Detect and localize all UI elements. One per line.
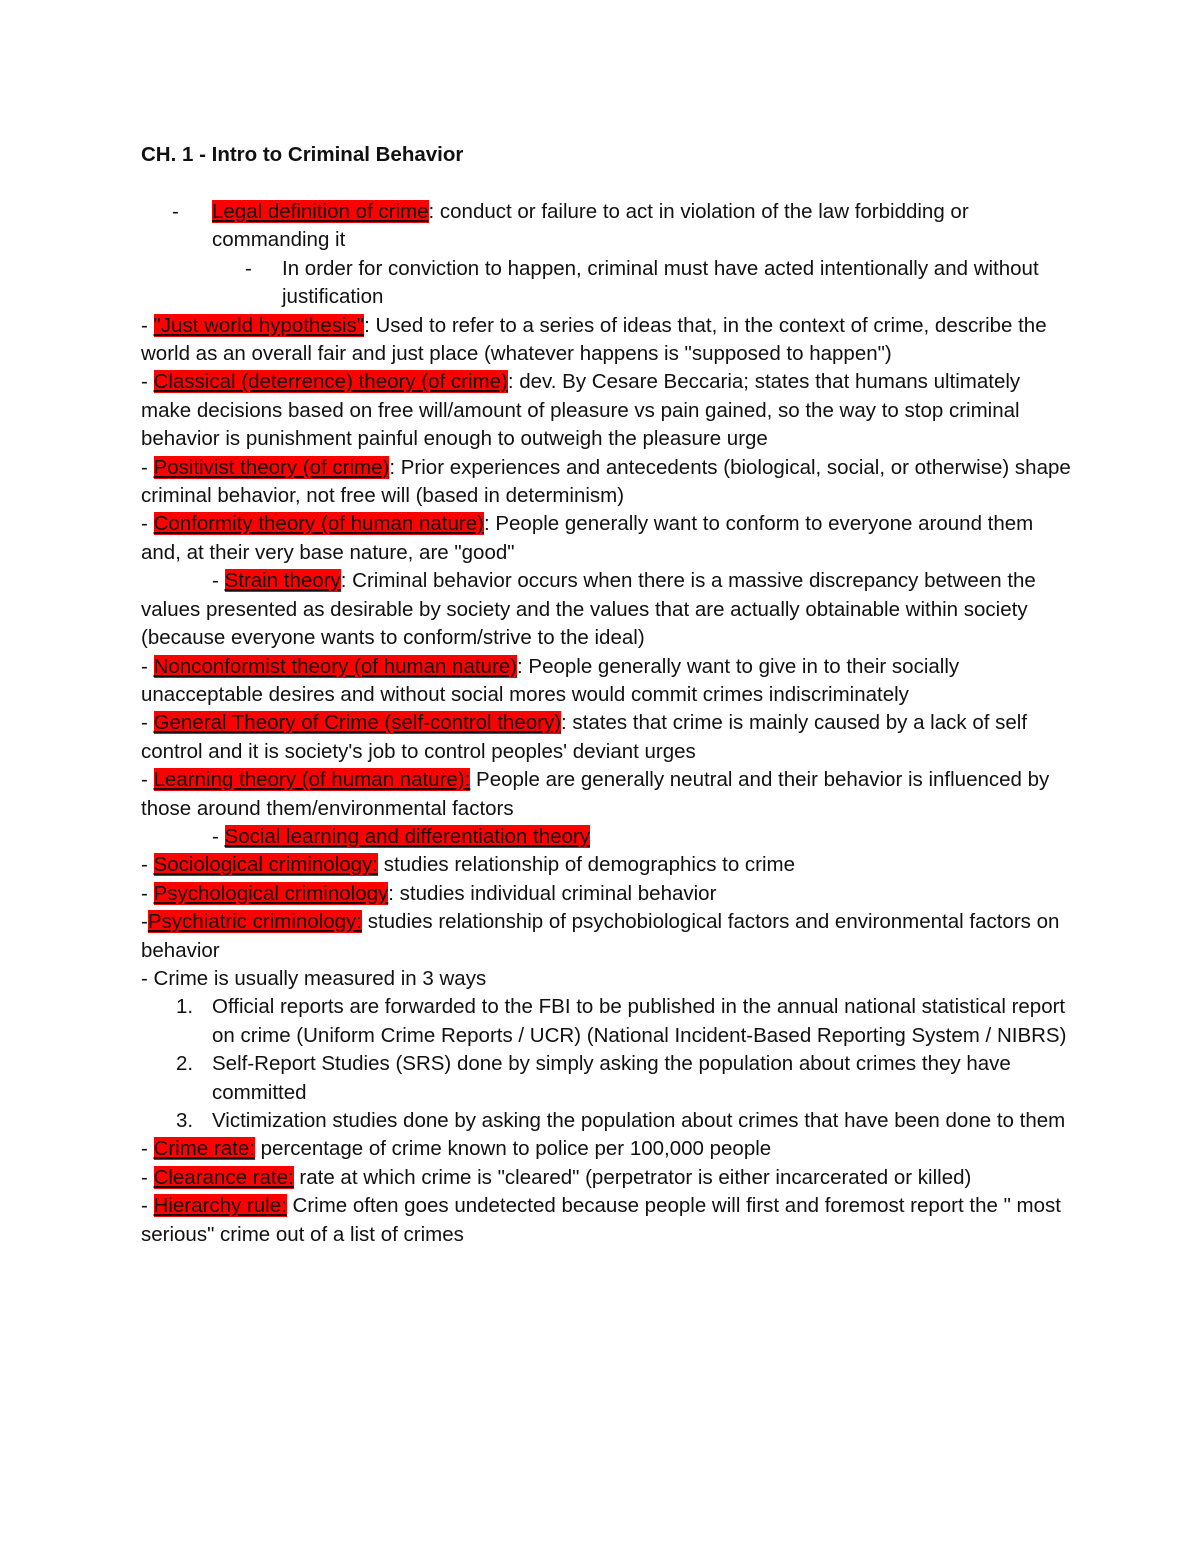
bullet-dash: - bbox=[245, 256, 252, 280]
term-highlight: Conformity theory (of human nature) bbox=[153, 512, 484, 536]
definition-text: percentage of crime known to police per 100,000 people bbox=[254, 1137, 772, 1161]
definition-text: : dev. By Cesare Beccaria; states that humans ultimately make decisions based on free will/amount of pleasure vs pain gained, so the way to stop criminal behavior is punishment painful enough to outweigh the pleasure urge bbox=[141, 370, 1021, 451]
bullet-dash: - bbox=[141, 370, 154, 394]
list-item-text: Official reports are forwarded to the FBI to be published in the annual national statistical report on crime (Uniform Crime Reports / UCR) (National Incident-Based Reporting System / NIBRS) bbox=[212, 995, 1067, 1047]
definition-text: : People generally want to give in to their socially unacceptable desires and without social mores would commit crimes indiscriminately bbox=[141, 654, 960, 706]
definition-text: : studies individual criminal behavior bbox=[388, 881, 717, 905]
list-item bbox=[141, 993, 1071, 1050]
term-highlight: Psychological criminology bbox=[153, 881, 389, 905]
bullet-dash: - bbox=[141, 910, 148, 934]
entry-psychological bbox=[141, 880, 1071, 908]
list-item bbox=[141, 1050, 1071, 1107]
definition-text: : People generally want to conform to everyone around them and, at their very base nature, are "good" bbox=[141, 512, 1034, 564]
bullet-dash: - bbox=[172, 200, 179, 223]
entry-classical bbox=[141, 368, 1071, 453]
entry-social-learning bbox=[141, 823, 1071, 851]
bullet-dash: - bbox=[141, 966, 154, 990]
entry-conformity bbox=[141, 510, 1071, 567]
notes-body bbox=[141, 198, 1071, 1249]
bullet-dash: - bbox=[141, 1165, 154, 1189]
definition-text: : Criminal behavior occurs when there is a massive discrepancy between the values presented as desirable by society and the values that are actually obtainable within society (because everyone wants to conform/strive to the ideal) bbox=[141, 569, 1036, 650]
entry-psychiatric bbox=[141, 908, 1071, 965]
definition-text: : Used to refer to a series of ideas that, in the context of crime, describe the world as an overall fair and just place (whatever happens is "supposed to happen") bbox=[141, 313, 1047, 366]
bullet-dash: - bbox=[141, 711, 154, 735]
term-highlight: Classical (deterrence) theory (of crime) bbox=[153, 370, 508, 394]
list-number: 1. bbox=[176, 995, 194, 1019]
definition-text: rate at which crime is "cleared" (perpetrator is either incarcerated or killed) bbox=[293, 1165, 972, 1189]
entry-general-theory bbox=[141, 709, 1071, 766]
term-highlight: Social learning and differentiation theory bbox=[224, 824, 590, 848]
list-number: 3. bbox=[176, 1109, 194, 1132]
bullet-dash: - bbox=[141, 1194, 154, 1218]
definition-text: : Prior experiences and antecedents (biological, social, or otherwise) shape criminal behavior, not free will (based in determinism) bbox=[141, 455, 1071, 508]
bullet-dash: - bbox=[141, 455, 154, 479]
term-highlight: Psychiatric criminology: bbox=[147, 910, 362, 934]
bullet-dash: - bbox=[141, 512, 154, 536]
bullet-dash: - bbox=[141, 881, 154, 905]
entry-measured bbox=[141, 965, 1071, 993]
definition-text: studies relationship of demographics to crime bbox=[378, 853, 796, 877]
bullet-dash: - bbox=[141, 313, 154, 337]
entry-learning bbox=[141, 766, 1071, 823]
entry-sociological bbox=[141, 851, 1071, 879]
entry-nonconformist bbox=[141, 653, 1071, 710]
bullet-dash: - bbox=[141, 853, 154, 877]
entry-clearance-rate bbox=[141, 1164, 1071, 1192]
entry-positivist bbox=[141, 454, 1071, 511]
term-highlight: Hierarchy rule: bbox=[153, 1194, 287, 1218]
term-highlight: "Just world hypothesis" bbox=[153, 313, 365, 337]
list-item bbox=[141, 1107, 1071, 1135]
bullet-dash: - bbox=[141, 654, 154, 678]
term-highlight: Nonconformist theory (of human nature) bbox=[153, 654, 518, 678]
term-highlight: Strain theory bbox=[224, 569, 341, 593]
list-number: 2. bbox=[176, 1052, 194, 1076]
term-highlight: General Theory of Crime (self-control theory) bbox=[153, 711, 562, 735]
list-item-text: Victimization studies done by asking the population about crimes that have been done to them bbox=[212, 1109, 1066, 1132]
term-highlight: Clearance rate: bbox=[153, 1165, 294, 1189]
bullet-dash: - bbox=[212, 569, 225, 593]
term-highlight: Sociological criminology: bbox=[153, 853, 378, 877]
definition-text: In order for conviction to happen, criminal must have acted intentionally and without justification bbox=[282, 256, 1039, 309]
definition-text: studies relationship of psychobiological factors and environmental factors on behavior bbox=[141, 910, 1060, 962]
term-highlight: Learning theory (of human nature): bbox=[153, 768, 471, 792]
definition-text: Crime often goes undetected because people will first and foremost report the " most serious" crime out of a list of crimes bbox=[141, 1194, 1061, 1246]
definition-text: : conduct or failure to act in violation of the law forbidding or commanding it bbox=[212, 200, 969, 252]
bullet-dash: - bbox=[141, 768, 154, 792]
entry-hierarchy-rule bbox=[141, 1192, 1071, 1249]
term-highlight: Crime rate: bbox=[153, 1137, 255, 1161]
list-item-text: Self-Report Studies (SRS) done by simply asking the population about crimes they have committed bbox=[212, 1052, 1011, 1104]
bullet-dash: - bbox=[212, 824, 225, 848]
definition-text: People are generally neutral and their behavior is influenced by those around them/environmental factors bbox=[141, 768, 1050, 820]
bullet-dash: - bbox=[141, 1137, 154, 1161]
entry-crime-rate bbox=[141, 1135, 1071, 1163]
entry-just-world bbox=[141, 312, 1071, 369]
entry-strain bbox=[141, 567, 1071, 652]
definition-text: Crime is usually measured in 3 ways bbox=[153, 966, 487, 990]
entry-legal-definition bbox=[141, 198, 1071, 255]
definition-text: : states that crime is mainly caused by a lack of self control and it is society's job to control peoples' deviant urges bbox=[141, 711, 1028, 763]
entry-legal-sub bbox=[141, 255, 1071, 312]
term-highlight: Legal definition of crime bbox=[212, 200, 429, 223]
page-title: CH. 1 - Intro to Criminal Behavior bbox=[141, 143, 464, 166]
term-highlight: Positivist theory (of crime) bbox=[153, 455, 390, 479]
